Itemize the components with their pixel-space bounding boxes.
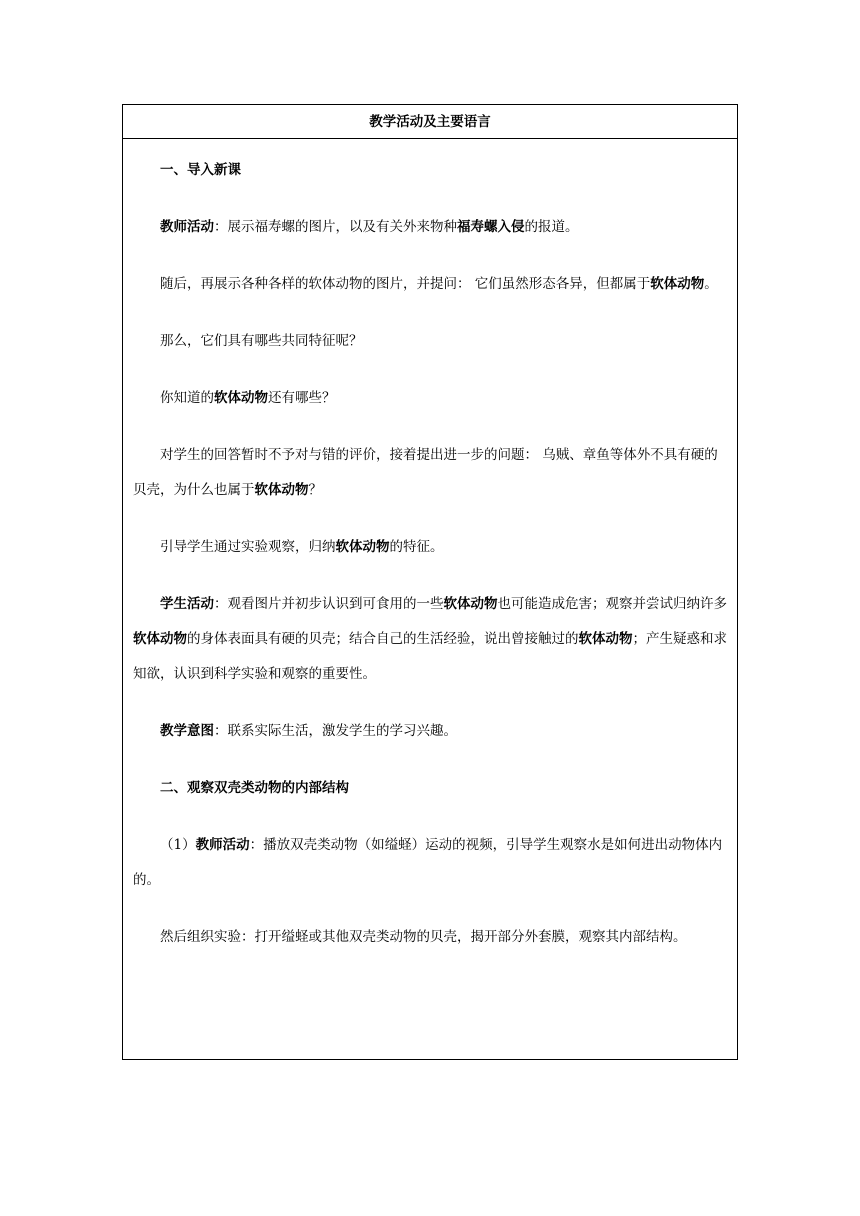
- label-teacher-activity: 教师活动: [160, 219, 214, 235]
- text-segment: 随后，再展示各种各样的软体动物的图片，并提问： 它们虽然形态各异，但都属于: [160, 276, 651, 292]
- text-prefix: （1）: [160, 837, 196, 853]
- paragraph-know-others: [133, 381, 727, 416]
- paragraph-common-features: [133, 324, 727, 359]
- text-segment: 。: [704, 276, 718, 292]
- table-header: 教学活动及主要语言: [123, 105, 737, 139]
- label-colon: ：: [214, 219, 228, 235]
- text-segment: 还有哪些？: [268, 390, 336, 406]
- bold-term: 软体动物: [650, 276, 705, 292]
- text-segment: ？: [308, 482, 322, 498]
- bold-term: 软体动物: [335, 539, 390, 555]
- bold-term: 软体动物: [254, 482, 309, 498]
- text-segment: 对学生的回答暂时不予对与错的评价，接着提出进一步的问题： 乌贼、章鱼等体外不具有硬的贝壳，为什么也属于: [133, 447, 718, 498]
- table-body: [123, 139, 737, 955]
- text-segment: 的身体表面具有硬的贝壳；结合自己的生活经验，说出曾接触过的: [187, 631, 579, 647]
- paragraph-teacher-activity: [133, 210, 727, 245]
- paragraph-teaching-intent: [133, 714, 727, 749]
- paragraph-teacher-activity-video: [133, 828, 727, 898]
- bold-term: 软体动物: [443, 596, 498, 612]
- paragraph-experiment: [133, 920, 727, 955]
- bold-term: 福寿螺入侵: [457, 219, 525, 235]
- text-segment: 联系实际生活，激发学生的学习兴趣。: [227, 723, 457, 739]
- paragraph-question: [133, 267, 727, 302]
- text-segment: 引导学生通过实验观察，归纳: [160, 539, 336, 555]
- label-colon: ：: [214, 723, 228, 739]
- text-segment: 的特征。: [389, 539, 444, 555]
- paragraph-further-question: [133, 438, 727, 508]
- label-colon: ：: [214, 596, 228, 612]
- text-segment: ；产生疑惑和求知欲，认识到科学实验和观察的重要性。: [133, 631, 727, 682]
- bold-term: 软体动物: [214, 390, 268, 406]
- text-segment: 也可能造成危害；观察并尝试归纳许多: [497, 596, 727, 612]
- paragraph-student-activity: [133, 587, 727, 692]
- text-segment: 展示福寿螺的图片，以及有关外来物种: [227, 219, 457, 235]
- label-teacher-activity: 教师活动: [195, 837, 250, 853]
- text-segment: 那么，它们具有哪些共同特征呢？: [160, 333, 363, 349]
- text-segment: 你知道的: [160, 390, 214, 406]
- paragraph-guide-students: [133, 530, 727, 565]
- section-heading-intro: 一、导入新课: [160, 162, 241, 178]
- label-teaching-intent: 教学意图: [160, 723, 214, 739]
- text-segment: 然后组织实验：打开缢蛏或其他双壳类动物的贝壳，揭开部分外套膜，观察其内部结构。: [160, 929, 687, 945]
- bold-term: 软体动物: [578, 631, 633, 647]
- bold-term: 软体动物: [133, 631, 187, 647]
- text-segment: 的报道。: [524, 219, 579, 235]
- label-colon: ：: [249, 837, 264, 853]
- section-heading-bivalve: 二、观察双壳类动物的内部结构: [160, 780, 349, 796]
- label-student-activity: 学生活动: [160, 596, 214, 612]
- lesson-table: [122, 104, 738, 1060]
- text-segment: 观看图片并初步认识到可食用的一些: [227, 596, 444, 612]
- text-segment: 播放双壳类动物（如缢蛏）运动的视频，引导学生观察水是如何进出动物体内的。: [133, 837, 723, 888]
